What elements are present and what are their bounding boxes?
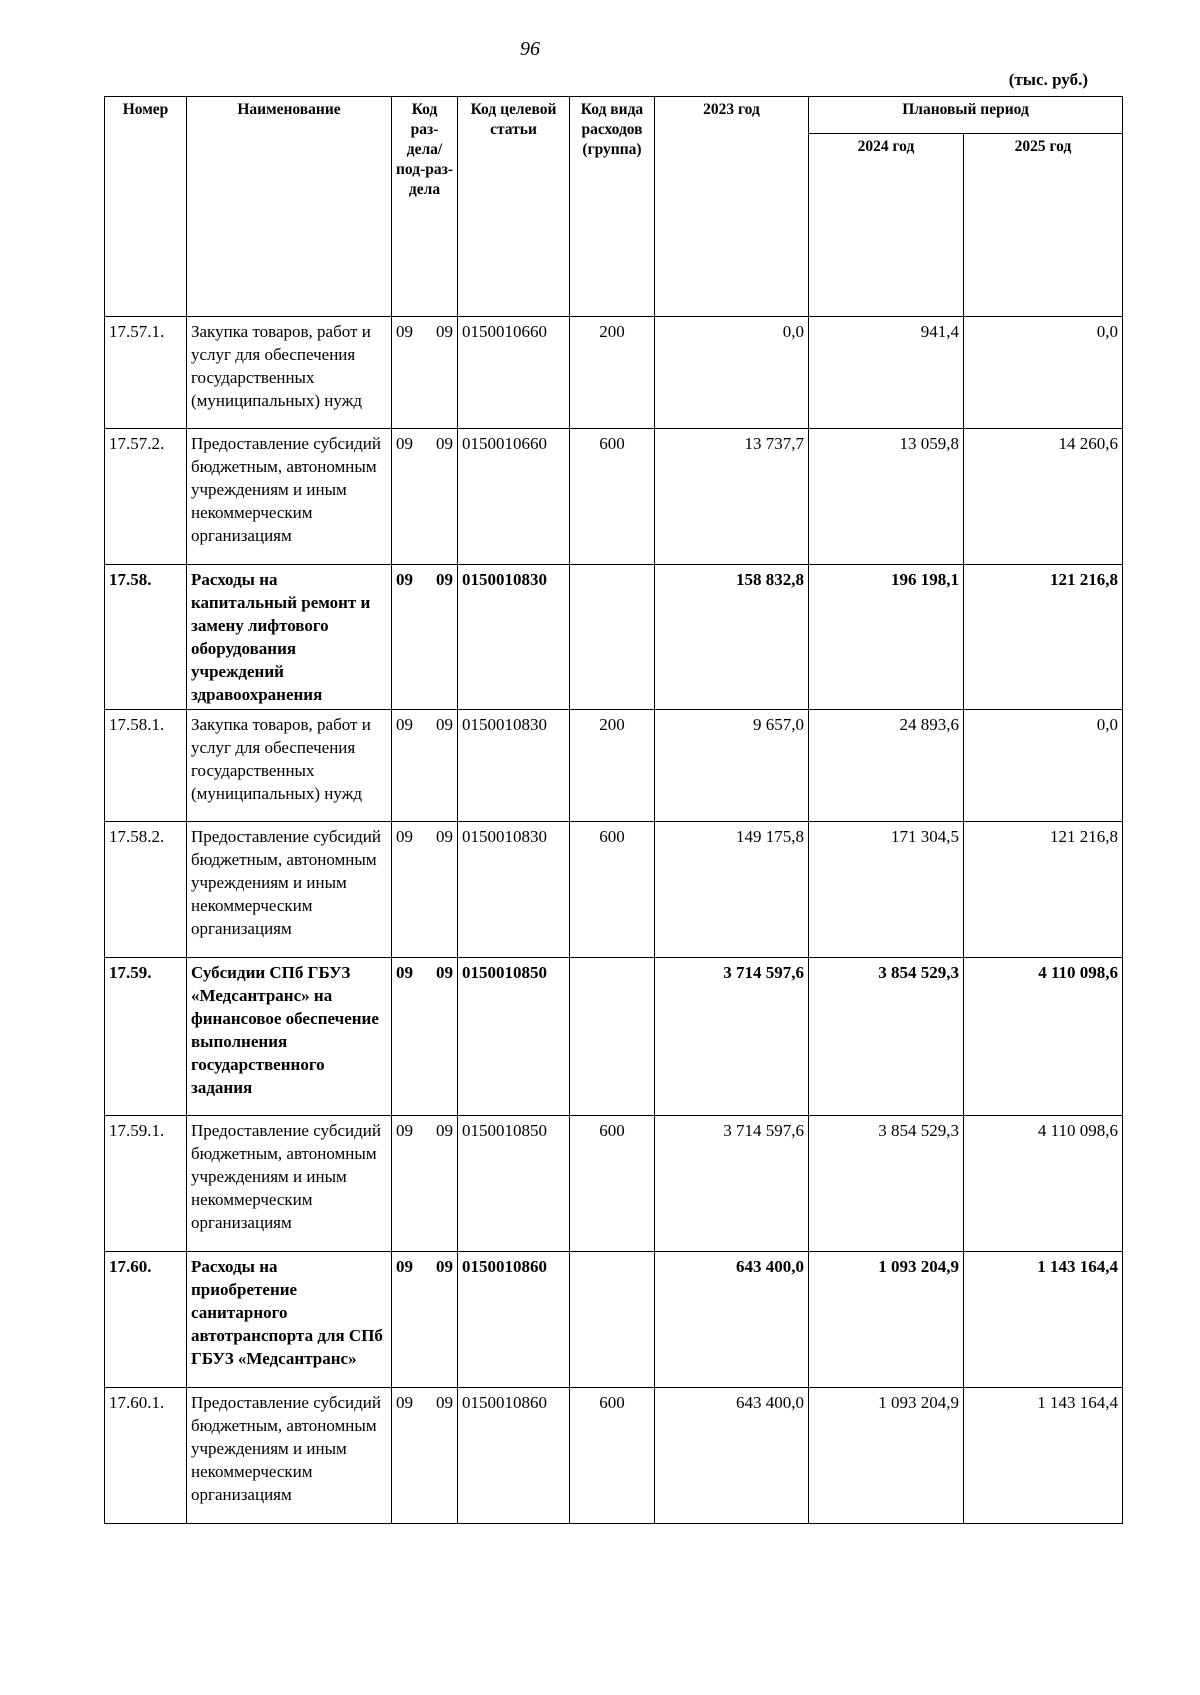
row-value-2025: 0,0 — [964, 317, 1123, 429]
header-section-code: Код раз-дела/ под-раз-дела — [392, 97, 458, 317]
row-value-2023: 0,0 — [655, 317, 809, 429]
row-value-2023: 158 832,8 — [655, 565, 809, 710]
row-name: Расходы на приобретение санитарного автотранспорта для СПб ГБУЗ «Медсантранс» — [187, 1252, 392, 1388]
row-number: 17.60.1. — [105, 1388, 187, 1524]
table-row — [105, 1388, 1123, 1524]
row-name: Предоставление субсидий бюджетным, автономным учреждениям и иным некоммерческим организациям — [187, 1388, 392, 1524]
header-2023: 2023 год — [655, 97, 809, 317]
row-section: 09 — [396, 434, 413, 453]
row-number: 17.58. — [105, 565, 187, 710]
page-number: 96 — [520, 38, 540, 60]
row-value-2023: 643 400,0 — [655, 1388, 809, 1524]
row-section: 09 — [396, 1393, 413, 1412]
row-name: Расходы на капитальный ремонт и замену лифтового оборудования учреждений здравоохранения — [187, 565, 392, 710]
row-section-code — [392, 958, 458, 1116]
row-number: 17.58.2. — [105, 822, 187, 958]
row-article-code: 0150010830 — [458, 565, 570, 710]
header-article-code: Код целевой статьи — [458, 97, 570, 317]
row-value-2023: 3 714 597,6 — [655, 958, 809, 1116]
row-section-code — [392, 1388, 458, 1524]
row-expense-kind: 200 — [570, 317, 655, 429]
row-article-code: 0150010660 — [458, 317, 570, 429]
row-value-2025: 0,0 — [964, 710, 1123, 822]
row-subsection: 09 — [436, 322, 453, 341]
row-subsection: 09 — [436, 715, 453, 734]
table-row — [105, 822, 1123, 958]
row-value-2025: 14 260,6 — [964, 429, 1123, 565]
row-article-code: 0150010860 — [458, 1388, 570, 1524]
row-number: 17.59.1. — [105, 1116, 187, 1252]
row-article-code: 0150010830 — [458, 710, 570, 822]
row-value-2024: 1 093 204,9 — [809, 1252, 964, 1388]
table-row — [105, 958, 1123, 1116]
row-number: 17.59. — [105, 958, 187, 1116]
row-subsection: 09 — [436, 827, 453, 846]
row-value-2024: 196 198,1 — [809, 565, 964, 710]
row-expense-kind — [570, 565, 655, 710]
row-name: Закупка товаров, работ и услуг для обеспечения государственных (муниципальных) нужд — [187, 710, 392, 822]
row-value-2024: 24 893,6 — [809, 710, 964, 822]
row-expense-kind: 600 — [570, 429, 655, 565]
row-expense-kind — [570, 1252, 655, 1388]
row-subsection: 09 — [436, 570, 453, 589]
row-subsection: 09 — [436, 1393, 453, 1412]
row-name: Предоставление субсидий бюджетным, автономным учреждениям и иным некоммерческим организациям — [187, 1116, 392, 1252]
row-value-2025: 4 110 098,6 — [964, 1116, 1123, 1252]
row-name: Предоставление субсидий бюджетным, автономным учреждениям и иным некоммерческим организациям — [187, 429, 392, 565]
header-planned-period: Плановый период — [809, 97, 1123, 134]
row-number: 17.57.2. — [105, 429, 187, 565]
row-value-2025: 1 143 164,4 — [964, 1388, 1123, 1524]
table-row — [105, 565, 1123, 710]
row-number: 17.60. — [105, 1252, 187, 1388]
budget-table — [104, 96, 1123, 1524]
row-article-code: 0150010850 — [458, 958, 570, 1116]
row-subsection: 09 — [436, 1257, 453, 1276]
row-article-code: 0150010860 — [458, 1252, 570, 1388]
row-section-code — [392, 317, 458, 429]
table-row — [105, 710, 1123, 822]
table-row — [105, 429, 1123, 565]
row-number: 17.57.1. — [105, 317, 187, 429]
row-value-2025: 121 216,8 — [964, 565, 1123, 710]
row-expense-kind: 600 — [570, 1388, 655, 1524]
row-section: 09 — [396, 1257, 413, 1276]
header-expense-kind-code: Код вида расходов (группа) — [570, 97, 655, 317]
row-subsection: 09 — [436, 434, 453, 453]
row-value-2025: 121 216,8 — [964, 822, 1123, 958]
row-number: 17.58.1. — [105, 710, 187, 822]
row-value-2024: 3 854 529,3 — [809, 1116, 964, 1252]
table-header — [105, 97, 1123, 317]
row-expense-kind — [570, 958, 655, 1116]
header-2024: 2024 год — [809, 134, 964, 317]
table-row — [105, 317, 1123, 429]
row-section-code — [392, 565, 458, 710]
row-expense-kind: 600 — [570, 1116, 655, 1252]
header-2025: 2025 год — [964, 134, 1123, 317]
row-section: 09 — [396, 827, 413, 846]
row-article-code: 0150010830 — [458, 822, 570, 958]
row-value-2023: 13 737,7 — [655, 429, 809, 565]
row-section: 09 — [396, 570, 413, 589]
row-section: 09 — [396, 1121, 413, 1140]
table-body — [105, 317, 1123, 1524]
row-value-2024: 941,4 — [809, 317, 964, 429]
row-section-code — [392, 429, 458, 565]
row-value-2025: 1 143 164,4 — [964, 1252, 1123, 1388]
row-value-2024: 171 304,5 — [809, 822, 964, 958]
header-name: Наименование — [187, 97, 392, 317]
row-section-code — [392, 822, 458, 958]
row-expense-kind: 200 — [570, 710, 655, 822]
row-expense-kind: 600 — [570, 822, 655, 958]
row-name: Предоставление субсидий бюджетным, автономным учреждениям и иным некоммерческим организациям — [187, 822, 392, 958]
row-value-2024: 13 059,8 — [809, 429, 964, 565]
row-section-code — [392, 710, 458, 822]
row-value-2023: 149 175,8 — [655, 822, 809, 958]
table-row — [105, 1252, 1123, 1388]
row-value-2023: 643 400,0 — [655, 1252, 809, 1388]
row-article-code: 0150010850 — [458, 1116, 570, 1252]
row-value-2023: 9 657,0 — [655, 710, 809, 822]
table-row — [105, 1116, 1123, 1252]
row-subsection: 09 — [436, 1121, 453, 1140]
row-section: 09 — [396, 715, 413, 734]
row-value-2024: 1 093 204,9 — [809, 1388, 964, 1524]
header-number: Номер — [105, 97, 187, 317]
row-article-code: 0150010660 — [458, 429, 570, 565]
row-value-2024: 3 854 529,3 — [809, 958, 964, 1116]
row-value-2023: 3 714 597,6 — [655, 1116, 809, 1252]
row-value-2025: 4 110 098,6 — [964, 958, 1123, 1116]
row-name: Субсидии СПб ГБУЗ «Медсантранс» на финансовое обеспечение выполнения государственного задания — [187, 958, 392, 1116]
row-section-code — [392, 1252, 458, 1388]
units-label: (тыс. руб.) — [1008, 70, 1088, 89]
row-subsection: 09 — [436, 963, 453, 982]
row-section-code — [392, 1116, 458, 1252]
row-name: Закупка товаров, работ и услуг для обеспечения государственных (муниципальных) нужд — [187, 317, 392, 429]
row-section: 09 — [396, 322, 413, 341]
row-section: 09 — [396, 963, 413, 982]
